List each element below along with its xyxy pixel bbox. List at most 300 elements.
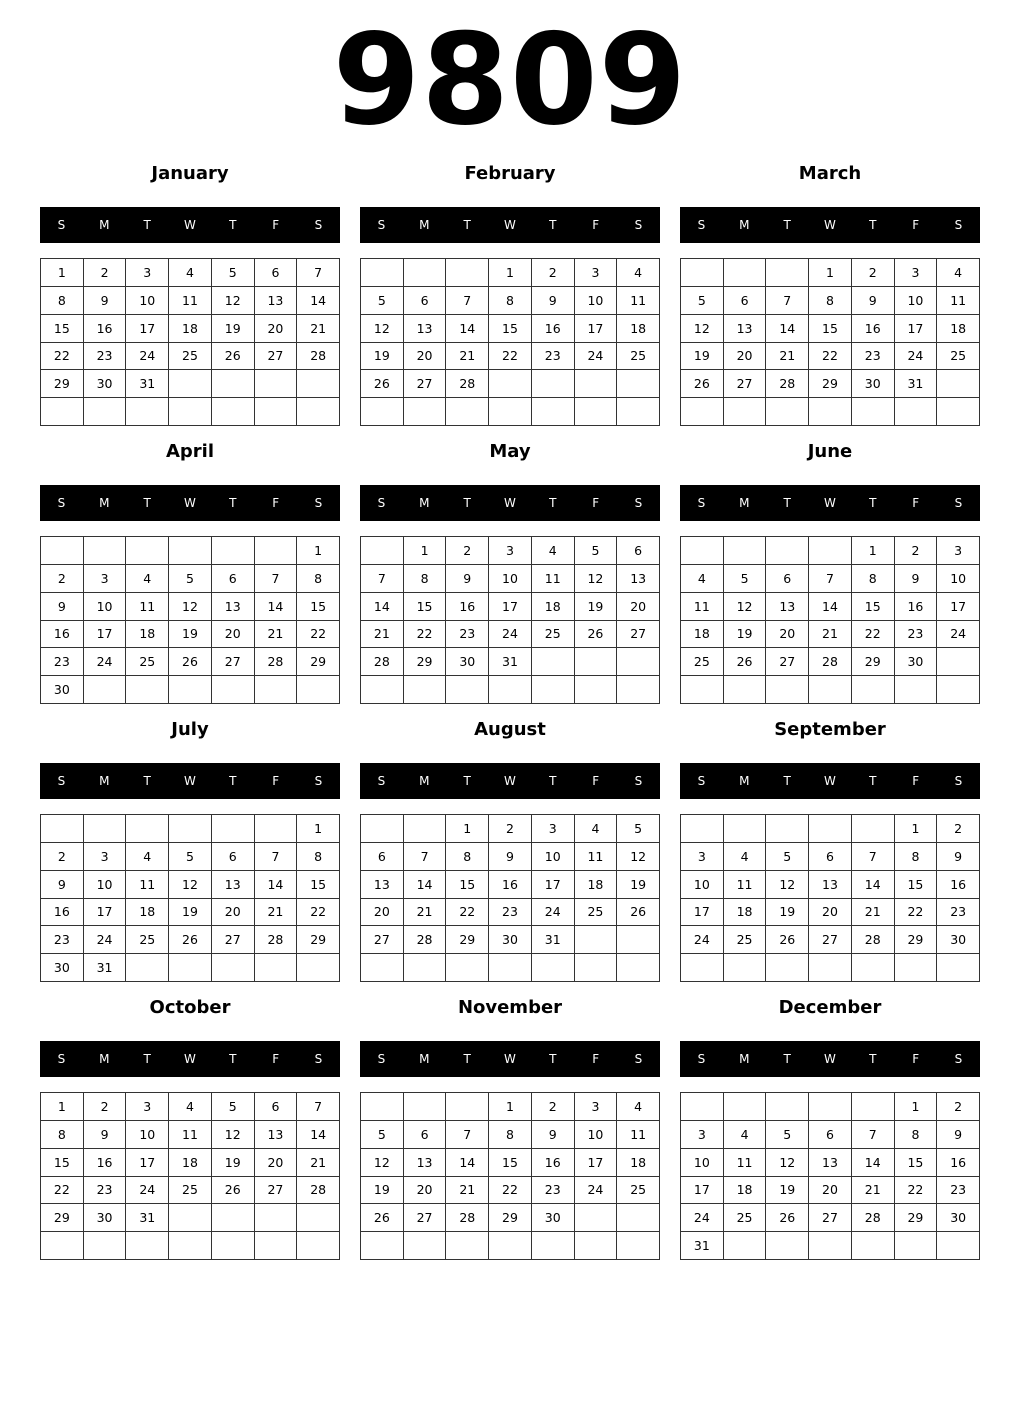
weekday-label: W [504, 1052, 516, 1066]
weekday-label: F [272, 1052, 280, 1066]
day-grid [680, 258, 980, 426]
day-cell: 10 [895, 287, 938, 315]
weekday-label: F [272, 218, 280, 232]
day-cell: 18 [617, 1149, 660, 1177]
day-cell: 17 [84, 621, 127, 649]
day-cell: 7 [361, 565, 404, 593]
day-cell: 18 [724, 1177, 767, 1205]
empty-cell [532, 1232, 575, 1260]
empty-cell [575, 370, 618, 398]
day-cell: 6 [212, 843, 255, 871]
day-cell: 15 [404, 593, 447, 621]
day-cell: 14 [255, 871, 298, 899]
day-cell: 2 [937, 815, 980, 843]
empty-cell [404, 815, 447, 843]
empty-cell [809, 1093, 852, 1121]
empty-cell [84, 676, 127, 704]
day-cell: 1 [809, 259, 852, 287]
day-cell: 29 [446, 926, 489, 954]
day-cell: 18 [169, 1149, 212, 1177]
day-cell: 6 [212, 565, 255, 593]
weekday-label: F [912, 496, 920, 510]
weekday-label: T [229, 1052, 237, 1066]
day-cell: 26 [766, 1204, 809, 1232]
day-cell: 8 [895, 1121, 938, 1149]
day-cell: 12 [361, 315, 404, 343]
day-cell: 15 [41, 315, 84, 343]
day-cell: 23 [84, 343, 127, 371]
day-cell: 21 [852, 1177, 895, 1205]
day-cell: 24 [532, 899, 575, 927]
day-cell: 7 [852, 843, 895, 871]
day-cell: 25 [937, 343, 980, 371]
day-cell: 26 [724, 648, 767, 676]
day-cell: 29 [895, 1204, 938, 1232]
day-cell: 19 [766, 899, 809, 927]
day-cell: 15 [489, 1149, 532, 1177]
day-cell: 23 [41, 926, 84, 954]
day-cell: 14 [809, 593, 852, 621]
empty-cell [489, 676, 532, 704]
day-cell: 30 [84, 1204, 127, 1232]
day-cell: 17 [575, 315, 618, 343]
day-cell: 13 [617, 565, 660, 593]
empty-cell [575, 648, 618, 676]
empty-cell [895, 1232, 938, 1260]
empty-cell [212, 1232, 255, 1260]
day-cell: 3 [681, 843, 724, 871]
day-cell: 28 [361, 648, 404, 676]
day-cell: 14 [297, 1121, 340, 1149]
day-cell: 12 [575, 565, 618, 593]
day-grid [360, 1092, 660, 1260]
day-cell: 21 [297, 1149, 340, 1177]
day-cell: 7 [766, 287, 809, 315]
day-cell: 17 [532, 871, 575, 899]
empty-cell [809, 676, 852, 704]
day-cell: 25 [617, 343, 660, 371]
empty-cell [937, 370, 980, 398]
day-cell: 10 [937, 565, 980, 593]
day-cell: 21 [446, 1177, 489, 1205]
empty-cell [361, 1232, 404, 1260]
weekday-label: M [739, 1052, 750, 1066]
weekday-label: T [869, 218, 877, 232]
empty-cell [404, 954, 447, 982]
empty-cell [361, 676, 404, 704]
empty-cell [937, 954, 980, 982]
day-cell: 9 [937, 1121, 980, 1149]
weekday-label: W [184, 496, 196, 510]
empty-cell [297, 1204, 340, 1232]
day-cell: 4 [617, 259, 660, 287]
day-cell: 27 [617, 621, 660, 649]
empty-cell [489, 398, 532, 426]
day-cell: 18 [126, 621, 169, 649]
empty-cell [766, 954, 809, 982]
day-cell: 29 [41, 370, 84, 398]
day-cell: 24 [575, 343, 618, 371]
weekday-label: T [783, 774, 791, 788]
day-cell: 30 [937, 1204, 980, 1232]
day-cell: 21 [255, 621, 298, 649]
day-cell: 16 [895, 593, 938, 621]
empty-cell [169, 370, 212, 398]
day-cell: 17 [489, 593, 532, 621]
empty-cell [255, 1232, 298, 1260]
day-cell: 20 [724, 343, 767, 371]
day-cell: 23 [84, 1177, 127, 1205]
weekday-label: T [783, 496, 791, 510]
empty-cell [404, 676, 447, 704]
day-cell: 26 [617, 899, 660, 927]
weekday-label: S [697, 1052, 706, 1066]
day-cell: 24 [937, 621, 980, 649]
weekday-label: T [229, 774, 237, 788]
empty-cell [766, 815, 809, 843]
day-cell: 30 [937, 926, 980, 954]
day-cell: 3 [489, 537, 532, 565]
day-cell: 28 [809, 648, 852, 676]
empty-cell [297, 676, 340, 704]
day-cell: 7 [446, 1121, 489, 1149]
day-cell: 12 [724, 593, 767, 621]
day-cell: 6 [404, 287, 447, 315]
empty-cell [169, 676, 212, 704]
month-name: February [464, 163, 556, 184]
day-cell: 26 [212, 343, 255, 371]
day-cell: 28 [852, 926, 895, 954]
day-cell: 24 [575, 1177, 618, 1205]
day-cell: 7 [852, 1121, 895, 1149]
day-cell: 21 [255, 899, 298, 927]
day-cell: 20 [212, 899, 255, 927]
empty-cell [404, 398, 447, 426]
day-cell: 6 [766, 565, 809, 593]
empty-cell [681, 398, 724, 426]
empty-cell [169, 954, 212, 982]
day-cell: 26 [361, 370, 404, 398]
day-cell: 6 [404, 1121, 447, 1149]
day-cell: 22 [297, 899, 340, 927]
empty-cell [617, 1232, 660, 1260]
empty-cell [404, 1093, 447, 1121]
day-cell: 8 [852, 565, 895, 593]
empty-cell [404, 259, 447, 287]
weekday-label: S [377, 496, 386, 510]
day-cell: 2 [41, 843, 84, 871]
empty-cell [126, 815, 169, 843]
day-cell: 31 [895, 370, 938, 398]
empty-cell [724, 954, 767, 982]
weekday-label: M [739, 496, 750, 510]
weekday-label: W [824, 1052, 836, 1066]
day-cell: 22 [809, 343, 852, 371]
day-cell: 3 [937, 537, 980, 565]
day-cell: 11 [126, 871, 169, 899]
day-cell: 16 [446, 593, 489, 621]
day-cell: 9 [532, 1121, 575, 1149]
day-cell: 23 [937, 1177, 980, 1205]
weekday-header [40, 485, 340, 521]
empty-cell [617, 954, 660, 982]
day-cell: 8 [404, 565, 447, 593]
day-cell: 26 [169, 648, 212, 676]
day-cell: 8 [446, 843, 489, 871]
day-cell: 4 [169, 1093, 212, 1121]
day-cell: 29 [41, 1204, 84, 1232]
weekday-label: T [549, 218, 557, 232]
day-cell: 27 [255, 343, 298, 371]
day-cell: 6 [255, 259, 298, 287]
day-grid [360, 258, 660, 426]
day-cell: 12 [169, 593, 212, 621]
day-cell: 13 [212, 871, 255, 899]
empty-cell [895, 954, 938, 982]
day-cell: 20 [212, 621, 255, 649]
day-cell: 18 [681, 621, 724, 649]
day-cell: 30 [84, 370, 127, 398]
day-cell: 3 [84, 565, 127, 593]
weekday-label: F [272, 496, 280, 510]
day-cell: 27 [361, 926, 404, 954]
day-cell: 25 [617, 1177, 660, 1205]
day-cell: 25 [169, 1177, 212, 1205]
day-cell: 2 [84, 259, 127, 287]
day-grid [680, 814, 980, 982]
empty-cell [212, 398, 255, 426]
day-cell: 14 [446, 1149, 489, 1177]
day-cell: 3 [532, 815, 575, 843]
day-cell: 5 [212, 1093, 255, 1121]
weekday-label: M [99, 496, 110, 510]
day-cell: 13 [255, 1121, 298, 1149]
day-grid [40, 814, 340, 982]
weekday-label: S [634, 496, 643, 510]
weekday-label: F [912, 1052, 920, 1066]
empty-cell [852, 1232, 895, 1260]
day-cell: 27 [724, 370, 767, 398]
day-cell: 24 [895, 343, 938, 371]
empty-cell [41, 1232, 84, 1260]
weekday-label: S [954, 774, 963, 788]
day-cell: 27 [255, 1177, 298, 1205]
weekday-header [360, 485, 660, 521]
empty-cell [361, 1093, 404, 1121]
empty-cell [212, 1204, 255, 1232]
day-cell: 4 [724, 1121, 767, 1149]
day-cell: 8 [895, 843, 938, 871]
day-cell: 11 [126, 593, 169, 621]
day-cell: 14 [766, 315, 809, 343]
day-cell: 15 [297, 871, 340, 899]
weekday-label: S [634, 218, 643, 232]
day-cell: 28 [404, 926, 447, 954]
empty-cell [212, 954, 255, 982]
weekday-label: F [592, 774, 600, 788]
empty-cell [41, 398, 84, 426]
weekday-label: T [549, 496, 557, 510]
weekday-label: S [954, 496, 963, 510]
day-cell: 17 [681, 899, 724, 927]
day-cell: 4 [169, 259, 212, 287]
weekday-label: S [57, 774, 66, 788]
day-cell: 1 [852, 537, 895, 565]
weekday-label: S [954, 218, 963, 232]
day-cell: 19 [169, 899, 212, 927]
day-cell: 25 [169, 343, 212, 371]
empty-cell [532, 370, 575, 398]
day-cell: 4 [617, 1093, 660, 1121]
day-cell: 24 [84, 926, 127, 954]
weekday-label: S [634, 1052, 643, 1066]
empty-cell [575, 676, 618, 704]
day-cell: 28 [297, 1177, 340, 1205]
empty-cell [297, 954, 340, 982]
empty-cell [681, 537, 724, 565]
day-cell: 23 [895, 621, 938, 649]
month-name: July [171, 719, 209, 740]
day-cell: 12 [766, 871, 809, 899]
day-cell: 5 [681, 287, 724, 315]
day-cell: 20 [404, 1177, 447, 1205]
day-cell: 4 [532, 537, 575, 565]
empty-cell [126, 676, 169, 704]
day-cell: 26 [212, 1177, 255, 1205]
weekday-label: S [377, 774, 386, 788]
empty-cell [255, 1204, 298, 1232]
weekday-label: T [229, 496, 237, 510]
day-cell: 18 [937, 315, 980, 343]
day-cell: 15 [895, 1149, 938, 1177]
empty-cell [255, 398, 298, 426]
weekday-label: M [739, 774, 750, 788]
empty-cell [852, 1093, 895, 1121]
day-cell: 8 [41, 287, 84, 315]
day-cell: 21 [446, 343, 489, 371]
day-cell: 25 [681, 648, 724, 676]
empty-cell [852, 954, 895, 982]
day-cell: 10 [681, 1149, 724, 1177]
day-cell: 18 [575, 871, 618, 899]
day-cell: 6 [809, 1121, 852, 1149]
weekday-label: W [504, 496, 516, 510]
day-cell: 11 [681, 593, 724, 621]
empty-cell [361, 259, 404, 287]
day-cell: 2 [489, 815, 532, 843]
empty-cell [532, 954, 575, 982]
empty-cell [809, 815, 852, 843]
weekday-label: W [184, 774, 196, 788]
day-cell: 6 [724, 287, 767, 315]
weekday-label: S [57, 1052, 66, 1066]
empty-cell [446, 1093, 489, 1121]
day-cell: 3 [575, 259, 618, 287]
day-cell: 12 [212, 287, 255, 315]
weekday-header [360, 207, 660, 243]
weekday-header [680, 485, 980, 521]
empty-cell [575, 954, 618, 982]
day-cell: 2 [895, 537, 938, 565]
empty-cell [895, 398, 938, 426]
day-cell: 28 [255, 926, 298, 954]
day-cell: 19 [169, 621, 212, 649]
day-cell: 30 [895, 648, 938, 676]
empty-cell [852, 815, 895, 843]
empty-cell [297, 370, 340, 398]
empty-cell [532, 676, 575, 704]
day-cell: 1 [446, 815, 489, 843]
day-cell: 26 [169, 926, 212, 954]
weekday-label: S [377, 1052, 386, 1066]
empty-cell [617, 370, 660, 398]
day-cell: 20 [809, 1177, 852, 1205]
day-cell: 25 [126, 926, 169, 954]
day-cell: 7 [446, 287, 489, 315]
empty-cell [361, 815, 404, 843]
day-cell: 16 [84, 315, 127, 343]
day-cell: 19 [212, 1149, 255, 1177]
day-cell: 13 [255, 287, 298, 315]
empty-cell [617, 676, 660, 704]
empty-cell [169, 398, 212, 426]
weekday-header [360, 1041, 660, 1077]
weekday-header [680, 207, 980, 243]
day-cell: 8 [489, 287, 532, 315]
day-cell: 16 [532, 315, 575, 343]
empty-cell [84, 1232, 127, 1260]
day-cell: 10 [575, 287, 618, 315]
day-cell: 1 [41, 259, 84, 287]
day-cell: 20 [617, 593, 660, 621]
day-cell: 18 [126, 899, 169, 927]
empty-cell [446, 398, 489, 426]
weekday-header [680, 1041, 980, 1077]
empty-cell [212, 815, 255, 843]
day-cell: 17 [575, 1149, 618, 1177]
empty-cell [126, 537, 169, 565]
day-grid [40, 1092, 340, 1260]
day-cell: 4 [126, 843, 169, 871]
weekday-label: S [697, 218, 706, 232]
day-cell: 22 [895, 1177, 938, 1205]
day-cell: 1 [895, 815, 938, 843]
day-cell: 16 [852, 315, 895, 343]
day-cell: 14 [852, 871, 895, 899]
weekday-label: F [592, 1052, 600, 1066]
empty-cell [809, 1232, 852, 1260]
month-name: August [474, 719, 546, 740]
weekday-label: T [869, 774, 877, 788]
empty-cell [297, 398, 340, 426]
day-cell: 10 [84, 871, 127, 899]
day-cell: 16 [532, 1149, 575, 1177]
day-cell: 30 [446, 648, 489, 676]
day-cell: 8 [297, 565, 340, 593]
empty-cell [297, 1232, 340, 1260]
day-cell: 13 [766, 593, 809, 621]
year-title: 9809 [332, 6, 688, 153]
empty-cell [212, 676, 255, 704]
day-cell: 31 [126, 370, 169, 398]
day-cell: 5 [766, 843, 809, 871]
day-grid [360, 536, 660, 704]
day-cell: 11 [575, 843, 618, 871]
day-cell: 7 [404, 843, 447, 871]
weekday-label: W [824, 496, 836, 510]
day-cell: 22 [41, 1177, 84, 1205]
day-cell: 31 [532, 926, 575, 954]
